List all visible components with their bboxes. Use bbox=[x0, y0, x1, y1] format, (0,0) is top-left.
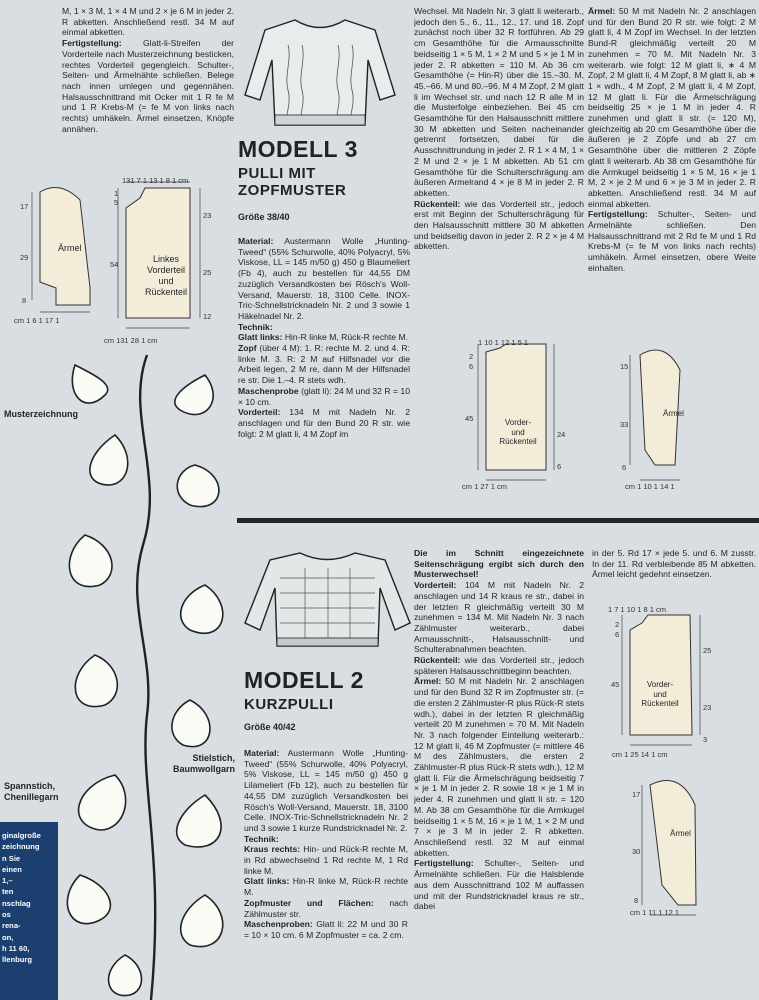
sweater-illustration-modell2 bbox=[240, 548, 415, 658]
embroidery-pattern bbox=[55, 355, 240, 1000]
section-divider bbox=[237, 518, 759, 523]
schematic1-body-shape bbox=[126, 188, 190, 318]
pattern-leaf bbox=[72, 365, 107, 403]
fert-label: Fertigstellung: bbox=[62, 38, 122, 49]
modell3-subtitle: PULLI MIT ZOPFMUSTER bbox=[238, 165, 347, 199]
schematic2-body-label: Vorder- und Rückenteil bbox=[641, 680, 679, 708]
col1-fertigstellung bbox=[62, 38, 234, 134]
col1-paragraph: M, 1 × 3 M, 1 × 4 M und 2 × je 6 M in jeder 2. R abketten. Anschließend restl. 34 M auf einmal abketten. bbox=[62, 6, 234, 38]
pattern-leaf bbox=[69, 535, 112, 587]
col1-text bbox=[62, 6, 234, 174]
fert-text: Glatt-li-Streifen der Vorderteile nach Musterzeichnung besticken, rechtes Vorderteil gegengleich. Schulter-, Seiten- und Ärmelnähte schließen. Belege nach innen umlegen und gegennähen. Halsausschnittrand mit Ocker mit 1 R fe M und 1 R Krebs-M (= fe M von links nach rechts) umhäkeln. Ärmel einsetzen, Knöpfe annähen. bbox=[62, 38, 234, 134]
sweater-illustration-modell3 bbox=[240, 15, 400, 130]
schematic2-body-shape bbox=[630, 615, 692, 735]
schematic3-body-shape bbox=[486, 344, 546, 470]
schematic-2 bbox=[600, 605, 759, 1000]
schematic3-sleeve-label: Ärmel bbox=[663, 409, 684, 418]
pattern-leaf bbox=[67, 875, 110, 924]
sweater2-body bbox=[245, 553, 410, 646]
schematic1-sleeve-label: Ärmel bbox=[58, 243, 82, 253]
sidebox-order-info: ginalgroße zeichnung n Sie einen 1,– ten nschlag os rena- on, h 11 60, llenburg bbox=[0, 822, 58, 1000]
schematic1-body-label: Linkes Vorderteil und Rückenteil bbox=[144, 254, 188, 297]
pattern-leaf bbox=[175, 375, 213, 415]
pattern-leaf bbox=[75, 655, 117, 707]
pattern-leaf bbox=[172, 700, 210, 747]
schematic2-sleeve-label: Ärmel bbox=[670, 829, 691, 838]
col3-text: Wechsel. Mit Nadeln Nr. 3 glatt li weiterarb., jedoch den 5., 6., 11., 12., 17. und 18. Zopf zunächst noch über 32 R fortführen. Ab 29 cm Gesamthöhe für die Armausschnitte beidseitig 1 × 5 M, 1 × 2 M und 5 × je 1 M in jeder 2. R abketten = 110 M. Ab 36 cm Gesamthöhe (= Hin-R) über die 15.–30. M, 45.–66. M und 80.–96. M 4 M Zopf, 2 M glatt li im Wechsel str. und nach 12 R alle M in die Musterfolge einbeziehen. Bei 45 cm Gesamthöhe für den Halsausschnitt mittlere 30 M abketten und Seiten nacheinander getrennt fortsetzen, dabei für die Ausschnittrundung in jeder 2. R 1 × 4 M, 1 × 2 M und 2 × je 1 M abketten. Ab 51 cm Gesamthöhe für die Schulterschrägung am äußeren Armelrand 4 × je 8 M in jeder 2. R abketten. Rückenteil: wie das Vorderteil str., jedoch erst mit Beginn der Schulterschrägung für den Halsausschnitt mittlere 30 M abketten und beidseitig davon in jeder 2. R 2 × je 4 M abketten. bbox=[414, 6, 584, 252]
pattern-leaf bbox=[79, 775, 126, 830]
pattern-leaf bbox=[90, 435, 128, 485]
col4b-text: in der 5. Rd 17 × jede 5. und 6. M zusstr. In der 11. Rd verbleibende 85 M abketten. Ärmel leicht gedehnt einsetzen. bbox=[592, 548, 756, 580]
modell3-instructions: Material: Austermann Wolle „Hunting-Tweed“ (55% Schurwolle, 40% Polyacryl, 5% Viskose, LL = 145 m/50 g) 450 g Blaumeliert (Fb 4), auch zu bestellen für 44,55 DM zuzüglich Versandkosten bei Rösch's Woll-Versand, Mauerstr. 18, 3100 Celle. INOX-Tric-Schnellstricknadeln Nr. 2 und 3 sowie 1 Häkelnadel Nr. 2. Technik: Glatt links: Hin-R linke M, Rück-R rechte M. Zopf (über 4 M): 1. R: rechte M. 2. und 4. R: linke M. 3. R: 2 M auf Hilfsnadel vor die Arbeit legen, 2 M re, dann M der Hilfsnadel re str. Die 1.–4. R stets wdh. Maschenprobe (glatt li): 24 M und 32 R = 10 × 10 cm. Vorderteil: 134 M mit Nadeln Nr. 2 anschlagen und für den Bund 20 R str. wie folgt: 2 M glatt li, 4 M Zopf im bbox=[238, 236, 410, 439]
label-spannstich: Spannstich, Chenillegarn bbox=[4, 781, 59, 802]
schematic2-sleeve-shape bbox=[650, 781, 696, 906]
pattern-leaf bbox=[109, 955, 142, 996]
pattern-leaf bbox=[181, 585, 223, 633]
sweater3-body bbox=[245, 20, 395, 125]
label-stielstich: Stielstich, Baumwollgarn bbox=[173, 753, 236, 774]
col4-text: Ärmel: 50 M mit Nadeln Nr. 2 anschlagen und für den Bund 20 R str. wie folgt: 2 M glatt li, 4 M Zopf im Wechsel. In der letzten Bund-R gleichmäßig verteilt 20 M zunehmen = 70 M. Mit Nadeln Nr. 3 weiterarb. wie folgt: 12 M glatt li, ∗ 4 M Zopf, 2 M glatt li, 4 M Zopf, 8 M glatt li, ab ∗ 1 × wdh., 4 M Zopf, 2 M glatt li, 4 M Zopf, 12 M glatt li. Für die Ärmelschrägung beidseitig 25 × je 1 M in jeder 4. R zunehmen und glatt li str. (= 120 M), gleichzeitig ab 20 cm Gesamthöhe über die äußeren je 2 Zöpfe und ab 27 cm Gesamthöhe über die mittleren 2 Zöpfe glatt li weiterarb. Ab 38 cm Gesamthöhe für die Armkugel beidseitig 1 × 5 M, 16 × je 1 M, 2 × je 2 M und 6 × je 3 M in jeder 2. R abketten. Anschließend restl. 34 M auf einmal abketten. Fertigstellung: Schulter-, Seiten- und Ärmelnähte schließen. Den Halsausschnittrand mit 2 Rd fe M und 1 Rd Krebs-M (= fe M von links nach rechts) umhäkeln. Ärmel einsetzen, obere Weite einhalten. bbox=[588, 6, 756, 273]
modell3-title: MODELL 3 bbox=[238, 136, 358, 162]
modell2-title: MODELL 2 bbox=[244, 667, 364, 693]
pattern-leaf bbox=[177, 795, 221, 847]
pattern-leaf bbox=[177, 465, 219, 507]
modell2-subtitle: KURZPULLI bbox=[244, 696, 334, 713]
pattern-leaf bbox=[181, 895, 223, 947]
schematic3-body-label: Vorder- und Rückenteil bbox=[499, 418, 537, 446]
label-musterzeichnung: Musterzeichnung bbox=[4, 409, 79, 419]
modell2-instructions: Material: Austermann Wolle „Hunting-Tweed“ (55% Schurwolle, 40% Polyacryl, 5% Viskose, LL = 145 m/50 g) 450 g Lilameliert (Fb 12), auch zu bestellen für 44,55 DM zuzüglich Versandkosten bei Rösch's Woll-Versand, Mauerstr. 18, 3100 Celle. INOX-Tric-Schnellstricknadeln Nr. 2 und 3 sowie 1 kurze Rundstricknadel Nr. 2. Technik: Kraus rechts: Hin- und Rück-R rechte M, in Rd abwechselnd 1 Rd rechte M, 1 Rd linke M. Glatt links: Hin-R linke M, Rück-R rechte M. Zopfmuster und Flächen: nach Zählmuster str. Maschenproben: Glatt li: 22 M und 30 R = 10 × 10 cm. 6 M Zopfmuster = ca. 2 cm. bbox=[244, 748, 408, 940]
modell2-size: Größe 40/42 bbox=[244, 722, 296, 732]
modell3-size: Größe 38/40 bbox=[238, 212, 290, 222]
col3b-text: Die im Schnitt eingezeichnete Seitenschrägung ergibt sich durch den Musterwechsel! Vorderteil: 104 M mit Nadeln Nr. 2 anschlagen und 14 R kraus re str., dabei in der letzten R gleichmäßig verteilt 30 M zunehmen = 134 M. Mit Nadeln Nr. 3 nach Zählmuster weiterarb., dabei Armausschnitt-, Halsausschnitt- und Schulterabnahmen beachten. Rückenteil: wie das Vorderteil str., jedoch späteren Halsausschnittbeginn beachten. Ärmel: 50 M mit Nadeln Nr. 2 anschlagen und für den Bund 32 R im Zopfmuster str. (= die ersten 2 Zählmuster-R plus Rück-R stets wdh.), dabei in der letzten R gleichmäßig verteilt 20 M zunehmen = 70 M. Mit Nadeln Nr. 3 nach folgender Einteilung weiterarb.: 12 M glatt li, 46 M Zopfmuster (= mittlere 46 M des Zählmusters, die ersten 2 Zählmuster-R plus Rück-R stets wdh.), 12 M glatt li. Für die Ärmelschrägung beidseitig 7 × je 1 M in jeder 2. R sowie 18 × je 1 M in jeder 4. R zunehmen und glatt li str. = 120 M. Ab 38 cm Gesamthöhe für die Armkugel beidseitig 1 × 5 M, 16 × je 1 M, 1 × 2 M und 7 × je 3 M in jeder 2. R abketten. Anschließend restl. 32 M auf einmal abketten. Fertigstellung: Schulter-, Seiten- und Ärmelnähte schließen. Für die Halsblende aus dem Ausschnittrand 102 M auffassen und mit der Rundstricknadel kraus re str., dabei bbox=[414, 548, 584, 912]
pattern-stem bbox=[137, 355, 155, 1000]
